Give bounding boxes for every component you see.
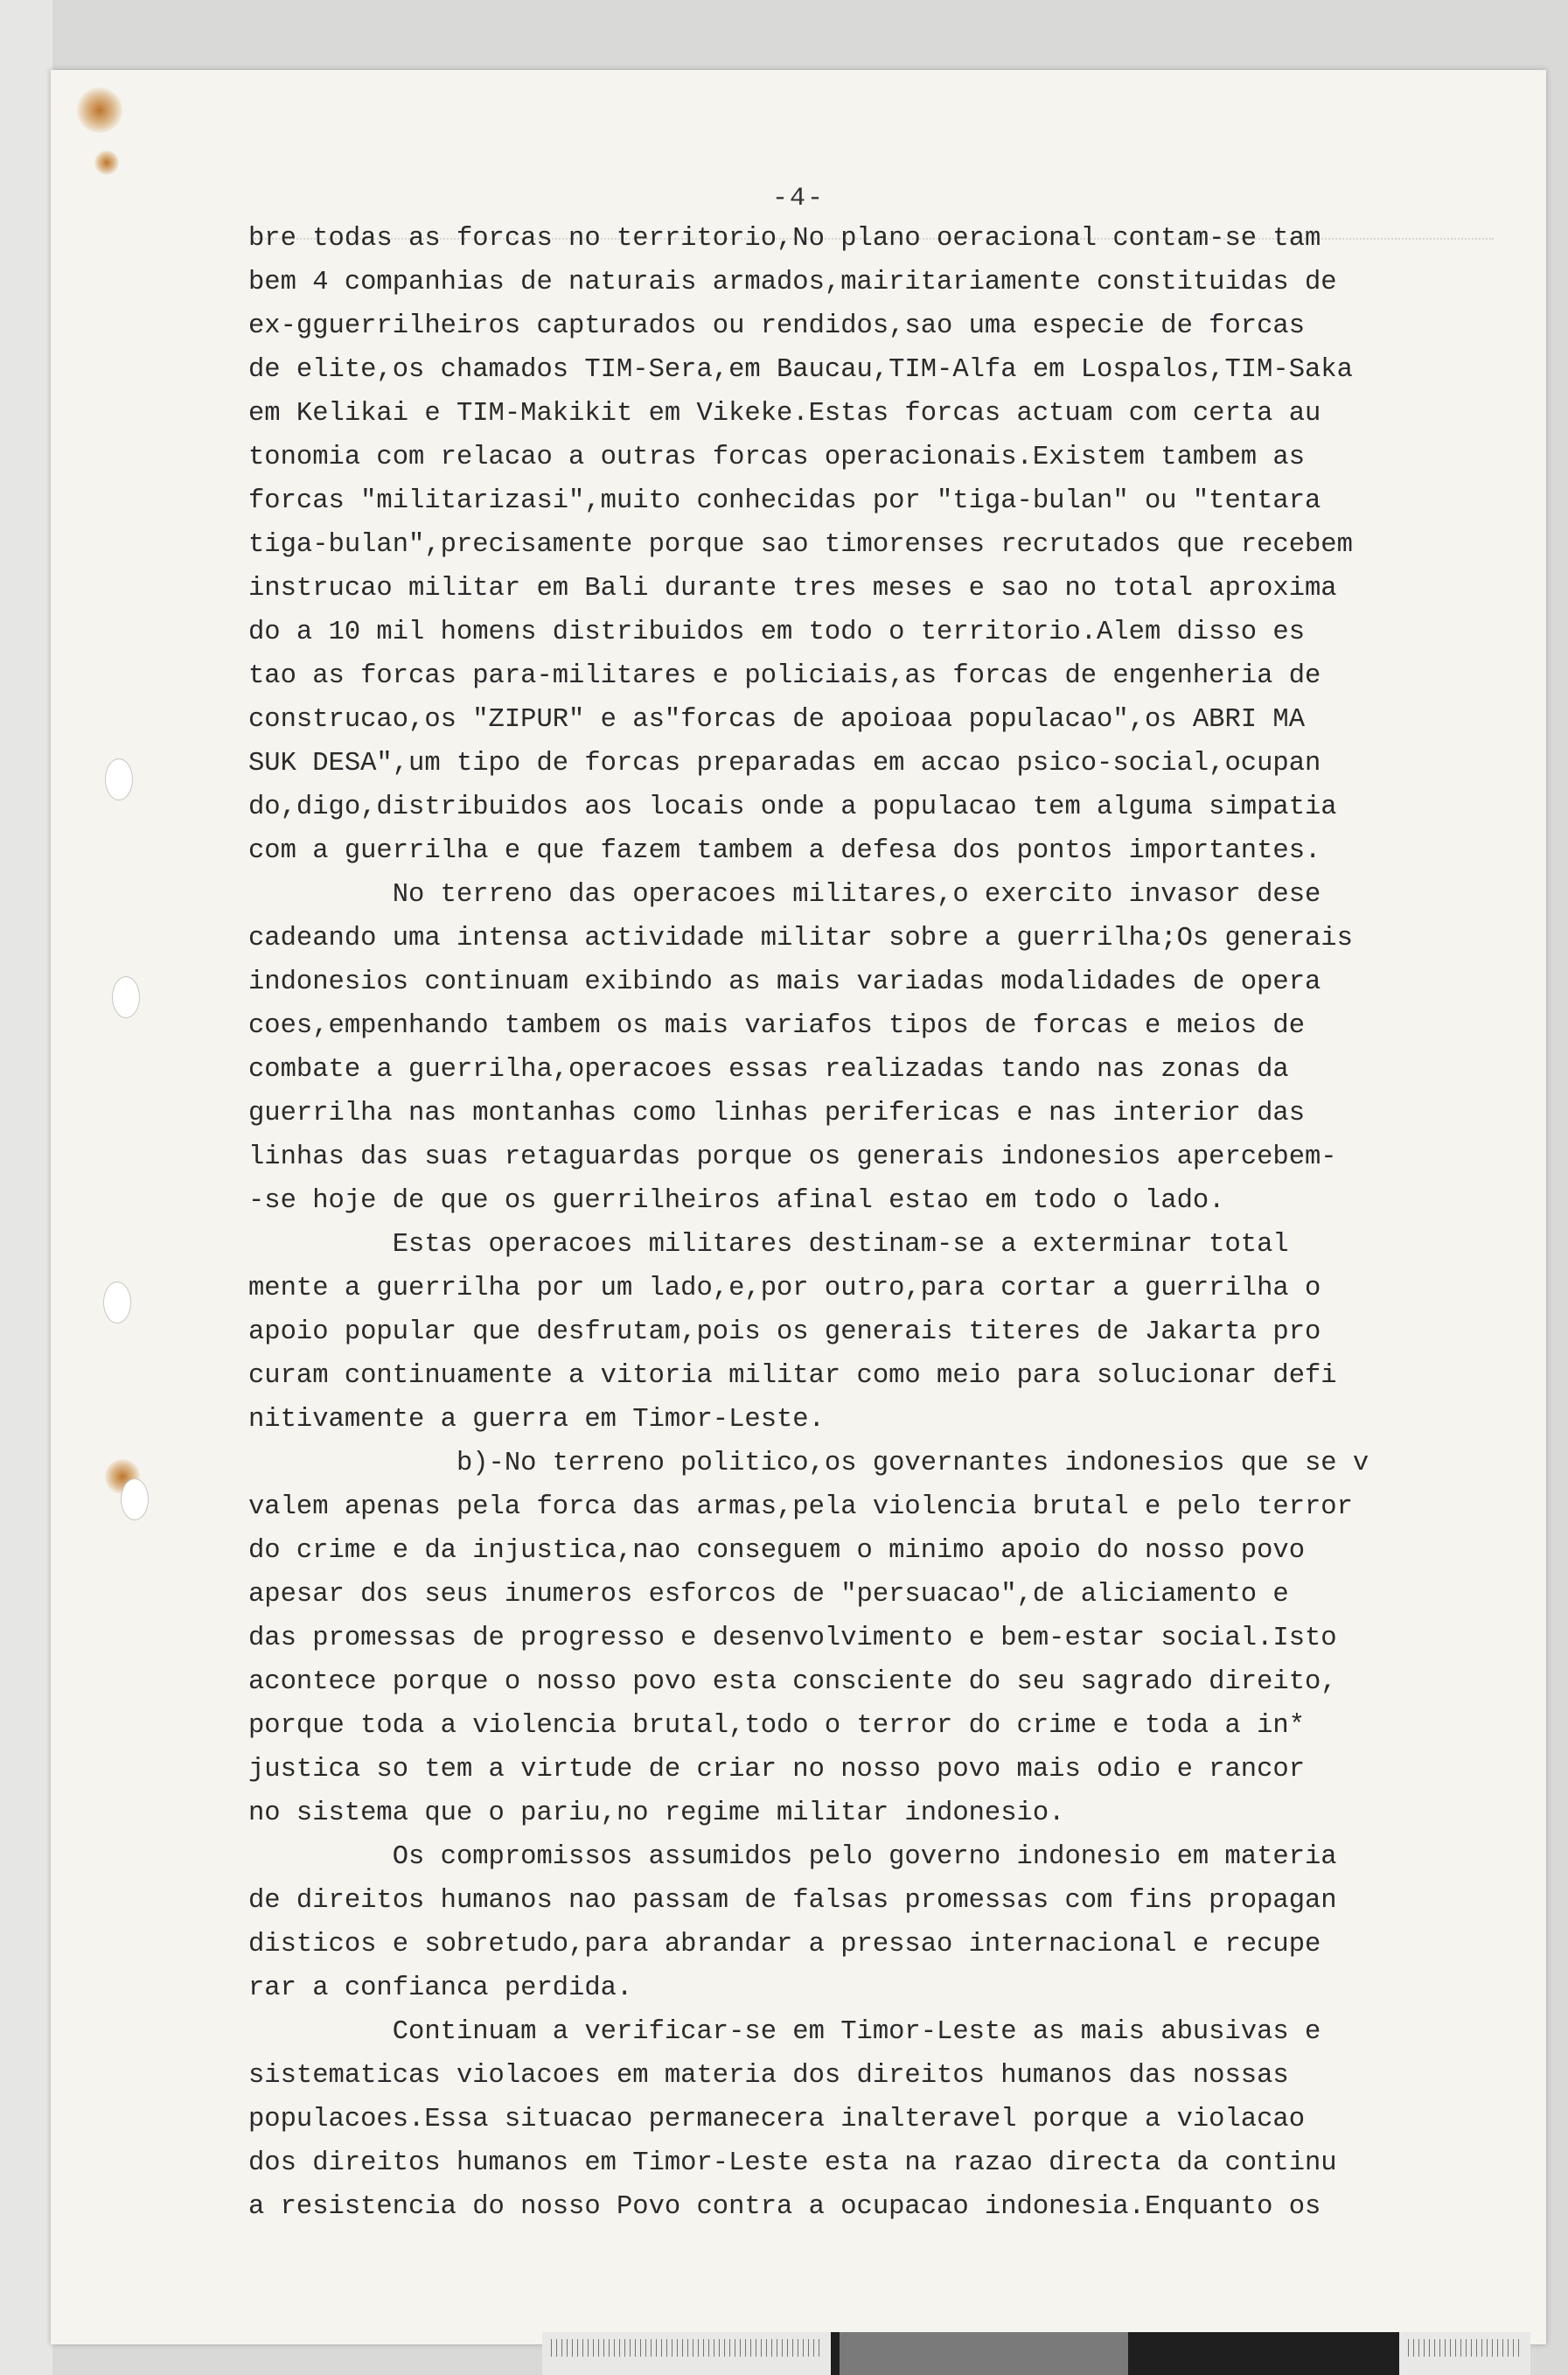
text-line: porque toda a violencia brutal,todo o terror do crime e toda a in* [248, 1711, 1305, 1741]
scale-segment-gray [840, 2332, 1128, 2375]
text-line: a resistencia do nosso Povo contra a ocupacao indonesia.Enquanto os [248, 2192, 1321, 2222]
punch-hole [103, 1282, 131, 1324]
punch-hole [121, 1478, 149, 1520]
text-line: Continuam a verificar-se em Timor-Leste as mais abusivas e [248, 2017, 1321, 2047]
text-line: apoio popular que desfrutam,pois os generais titeres de Jakarta pro [248, 1317, 1321, 1347]
text-line: sistematicas violacoes em materia dos direitos humanos das nossas [248, 2061, 1289, 2091]
text-line: forcas "militarizasi",muito conhecidas por "tiga-bulan" ou "tentara [248, 486, 1321, 516]
scale-ticks-right [1408, 2339, 1522, 2357]
text-line: dos direitos humanos em Timor-Leste esta na razao directa da continu [248, 2148, 1337, 2178]
punch-hole [112, 976, 140, 1018]
text-line: de elite,os chamados TIM-Sera,em Baucau,TIM-Alfa em Lospalos,TIM-Saka [248, 355, 1353, 385]
text-line: do crime e da injustica,nao conseguem o minimo apoio do nosso povo [248, 1536, 1305, 1566]
text-line: construcao,os "ZIPUR" e as"forcas de apoioaa populacao",os ABRI MA [248, 705, 1305, 735]
text-line: valem apenas pela forca das armas,pela violencia brutal e pelo terror [248, 1492, 1353, 1522]
text-line: No terreno das operacoes militares,o exercito invasor dese [248, 880, 1321, 910]
scale-ticks [551, 2339, 822, 2357]
text-line: com a guerrilha e que fazem tambem a defesa dos pontos importantes. [248, 836, 1321, 866]
text-line: cadeando uma intensa actividade militar sobre a guerrilha;Os generais [248, 924, 1353, 953]
text-line: em Kelikai e TIM-Makikit em Vikeke.Estas forcas actuam com certa au [248, 399, 1321, 429]
text-line: instrucao militar em Bali durante tres meses e sao no total aproxima [248, 574, 1337, 604]
text-line: curam continuamente a vitoria militar como meio para solucionar defi [248, 1361, 1337, 1391]
text-line: ex-gguerrilheiros capturados ou rendidos,sao uma especie de forcas [248, 311, 1305, 341]
text-line: rar a confianca perdida. [248, 1973, 633, 2003]
text-line: Os compromissos assumidos pelo governo indonesio em materia [248, 1842, 1337, 1872]
text-line: acontece porque o nosso povo esta consciente do seu sagrado direito, [248, 1667, 1337, 1697]
text-line: linhas das suas retaguardas porque os generais indonesios apercebem- [248, 1142, 1337, 1172]
text-line: -se hoje de que os guerrilheiros afinal estao em todo o lado. [248, 1186, 1225, 1216]
scan-background [0, 0, 52, 2375]
text-line: de direitos humanos nao passam de falsas promessas com fins propagan [248, 1886, 1337, 1916]
text-line: guerrilha nas montanhas como linhas perifericas e nas interior das [248, 1099, 1305, 1128]
text-line: do a 10 mil homens distribuidos em todo o territorio.Alem disso es [248, 618, 1305, 647]
text-line: bem 4 companhias de naturais armados,mairitariamente constituidas de [248, 268, 1337, 297]
text-line: coes,empenhando tambem os mais variafos tipos de forcas e meios de [248, 1011, 1305, 1041]
text-line: nitivamente a guerra em Timor-Leste. [248, 1405, 825, 1435]
punch-hole [105, 758, 133, 800]
text-line: no sistema que o pariu,no regime militar indonesio. [248, 1799, 1065, 1828]
text-line: Estas operacoes militares destinam-se a exterminar total [248, 1230, 1289, 1260]
rust-stain-top [77, 87, 122, 133]
typewritten-text [248, 217, 1508, 2229]
text-line: disticos e sobretudo,para abrandar a pressao internacional e recupe [248, 1930, 1321, 1959]
text-line: tao as forcas para-militares e policiais,as forcas de engenheria de [248, 661, 1321, 691]
page-number: -4- [771, 184, 825, 213]
text-line: b)-No terreno politico,os governantes indonesios que se v [248, 1449, 1369, 1478]
text-line: combate a guerrilha,operacoes essas realizadas tando nas zonas da [248, 1055, 1289, 1085]
color-scale-bar [542, 2332, 1530, 2375]
text-line: indonesios continuam exibindo as mais variadas modalidades de opera [248, 967, 1321, 997]
text-line: bre todas as forcas no territorio,No plano oeracional contam-se tam [248, 224, 1321, 254]
text-line: tonomia com relacao a outras forcas operacionais.Existem tambem as [248, 443, 1305, 472]
text-line: das promessas de progresso e desenvolvimento e bem-estar social.Isto [248, 1624, 1337, 1653]
text-line: apesar dos seus inumeros esforcos de "persuacao",de aliciamento e [248, 1580, 1289, 1610]
text-line: tiga-bulan",precisamente porque sao timorenses recrutados que recebem [248, 530, 1353, 560]
text-line: populacoes.Essa situacao permanecera inalteravel porque a violacao [248, 2105, 1305, 2134]
text-line: SUK DESA",um tipo de forcas preparadas em accao psico-social,ocupan [248, 749, 1321, 779]
text-line: do,digo,distribuidos aos locais onde a populacao tem alguma simpatia [248, 793, 1337, 822]
text-line: justica so tem a virtude de criar no nosso povo mais odio e rancor [248, 1755, 1305, 1785]
rust-stain-small [94, 150, 119, 175]
text-line: mente a guerrilha por um lado,e,por outro,para cortar a guerrilha o [248, 1274, 1321, 1303]
